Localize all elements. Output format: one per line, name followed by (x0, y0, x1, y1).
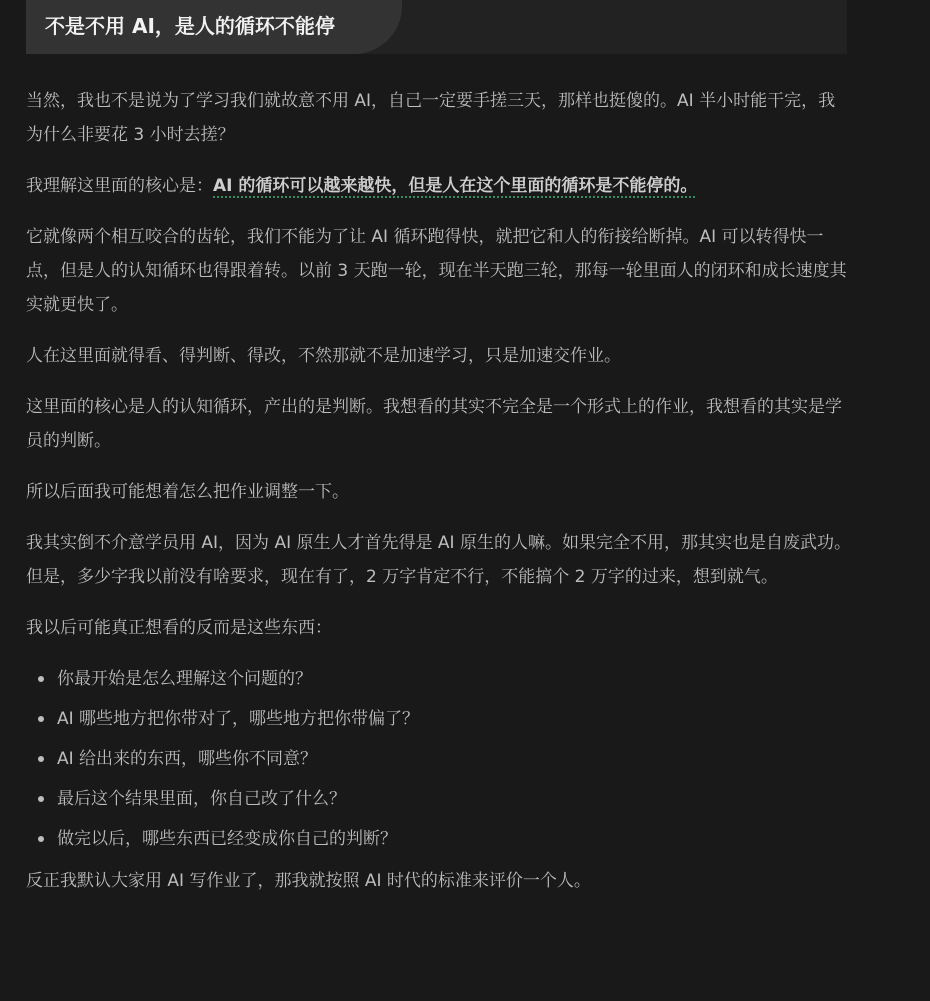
bullet-dot-icon (38, 716, 44, 722)
bullet-dot-icon (38, 796, 44, 802)
paragraph-5: 这里面的核心是人的认知循环，产出的是判断。我想看的其实不完全是一个形式上的作业，我想看的其实是学员的判断。 (26, 397, 842, 451)
paragraph-6: 所以后面我可能想着怎么把作业调整一下。 (26, 482, 349, 502)
paragraph-8: 我以后可能真正想看的反而是这些东西： (26, 618, 332, 638)
list-item (26, 662, 852, 696)
list-item-text: AI 哪些地方把你带对了，哪些地方把你带偏了？ (57, 709, 420, 729)
bullet-dot-icon (38, 756, 44, 762)
bullet-dot-icon (38, 676, 44, 682)
list-item (26, 822, 852, 856)
section-heading-title: 不是不用 AI，是人的循环不能停 (45, 14, 335, 38)
bullet-list (26, 662, 852, 856)
paragraph-9: 反正我默认大家用 AI 写作业了，那我就按照 AI 时代的标准来评价一个人。 (26, 871, 591, 891)
section-heading-tab (26, 0, 402, 54)
paragraph-2-prefix: 我理解这里面的核心是： (26, 176, 213, 196)
list-item-text: 你最开始是怎么理解这个问题的？ (57, 669, 312, 689)
list-item-text: 做完以后，哪些东西已经变成你自己的判断？ (57, 829, 397, 849)
paragraph-7: 我其实倒不介意学员用 AI，因为 AI 原生人才首先得是 AI 原生的人嘛。如果完全不用，那其实也是自废武功。但是，多少字我以前没有啥要求，现在有了，2 万字肯定不行，不能搞个 2 万字的过来，想到就气。 (26, 533, 851, 587)
list-item (26, 782, 852, 816)
list-item (26, 742, 852, 776)
paragraph-3: 它就像两个相互咬合的齿轮，我们不能为了让 AI 循环跑得快，就把它和人的衔接给断掉。AI 可以转得快一点，但是人的认知循环也得跟着转。以前 3 天跑一轮，现在半天跑三轮，那每一轮里面人的闭环和成长速度其实就更快了。 (26, 227, 847, 315)
paragraph-2-emphasis: AI 的循环可以越来越快，但是人在这个里面的循环是不能停的。 (213, 176, 698, 196)
list-item-text: 最后这个结果里面，你自己改了什么？ (57, 789, 346, 809)
paragraph-1: 当然，我也不是说为了学习我们就故意不用 AI，自己一定要手搓三天，那样也挺傻的。AI 半小时能干完，我为什么非要花 3 小时去搓？ (26, 91, 836, 145)
section-heading-bar (26, 0, 847, 54)
list-item-text: AI 给出来的东西，哪些你不同意？ (57, 749, 318, 769)
paragraph-4: 人在这里面就得看、得判断、得改，不然那就不是加速学习，只是加速交作业。 (26, 346, 621, 366)
article-body (26, 84, 852, 915)
paragraph-2 (26, 169, 852, 203)
list-item (26, 702, 852, 736)
bullet-dot-icon (38, 836, 44, 842)
